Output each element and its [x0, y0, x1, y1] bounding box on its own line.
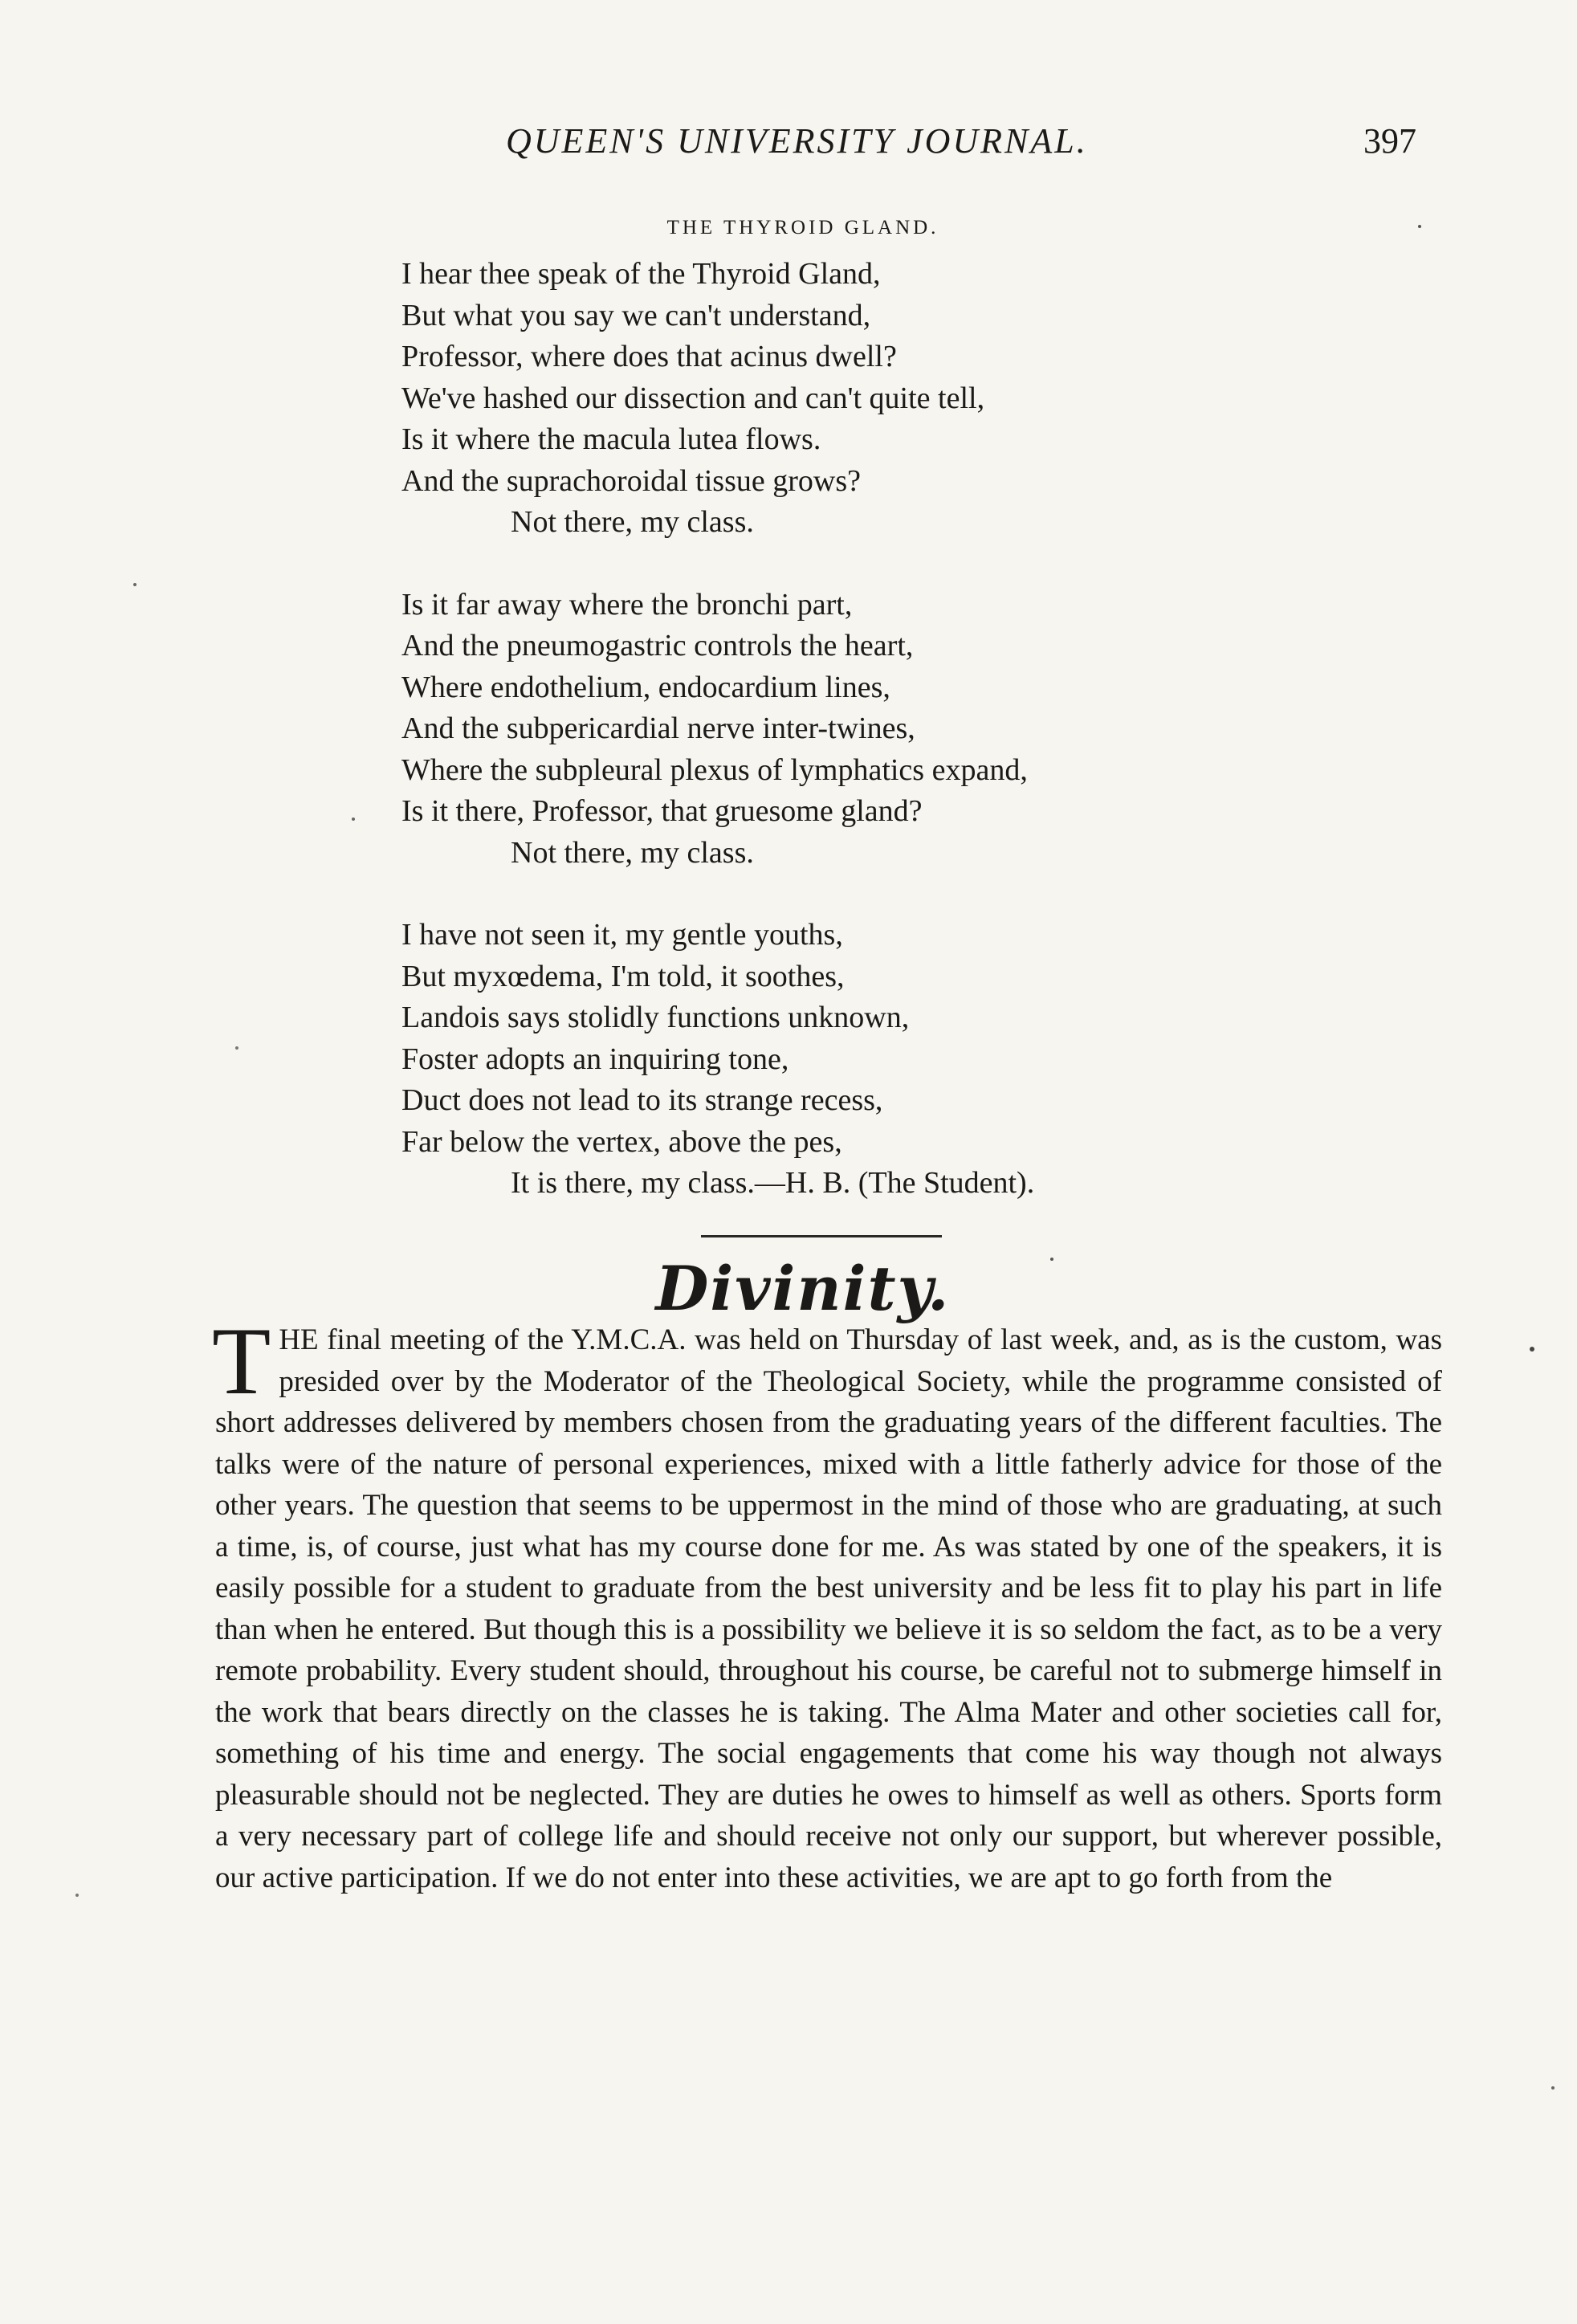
verse-line: Where endothelium, endocardium lines,: [401, 670, 890, 704]
verse-line: Is it there, Professor, that gruesome gland?: [401, 794, 923, 828]
verse-line: I have not seen it, my gentle youths,: [401, 918, 843, 952]
poem-title: THE THYROID GLAND.: [666, 217, 939, 239]
refrain-line: Not there, my class.: [511, 505, 754, 539]
verse-line: We've hashed our dissection and can't quite tell,: [401, 381, 985, 415]
verse-line: And the subpericardial nerve inter-twines,: [401, 711, 915, 745]
verse-line: And the pneumogastric controls the heart,: [401, 629, 914, 663]
verse-line: But myxœdema, I'm told, it soothes,: [401, 959, 845, 993]
verse-line: But what you say we can't understand,: [401, 298, 871, 332]
section-heading: Divinity.: [655, 1253, 951, 1324]
verse-line: Where the subpleural plexus of lymphatics expand,: [401, 752, 1028, 787]
verse-line: And the suprachoroidal tissue grows?: [401, 463, 861, 498]
page-number: 397: [1363, 121, 1416, 161]
verse-line: Duct does not lead to its strange recess,: [401, 1083, 883, 1117]
drop-cap: T: [212, 1307, 271, 1414]
verse-line: Landois says stolidly functions unknown,: [401, 1001, 910, 1034]
refrain-line-with-attribution: It is there, my class.—H. B. (The Student).: [511, 1166, 1035, 1200]
verse-line: Is it far away where the bronchi part,: [401, 587, 853, 622]
paragraph-text: HE final meeting of the Y.M.C.A. was held on Thursday of last week, and, as is the custom, was presided over by the Moderator of the Theological Society, while the programme consisted of short addresses delivered by members chosen from the graduating years of the different faculties. The talks were of the nature of personal experiences, mixed with a little fatherly advice for those of the other years. The question that seems to be uppermost in the mind of those who are graduating, at such a time, is, of course, just what has my course done for me. As was stated by one of the speakers, it is easily possible for a student to graduate from the best university and be less fit to play his part in life than when he entered. But though this is a possibility we believe it is so seldom the fact, as to be a very remote probability. Every student should, throughout his course, be careful not to submerge himself in the work that bears directly on the classes he is taking. The Alma Mater and other societies call for, something of his time and energy. The social engagements that come his way though not always pleasurable should not be neglected. They are duties he owes to himself as well as others. Sports form a very necessary part of college life and should receive not only our support, but wherever possible, our active participation. If we do not enter into these activities, we are apt to go forth from the: [215, 1323, 1442, 1894]
refrain-line: Not there, my class.: [511, 835, 754, 870]
verse-line: Foster adopts an inquiring tone,: [401, 1042, 789, 1076]
verse-line: I hear thee speak of the Thyroid Gland,: [401, 257, 881, 291]
verse-line: Far below the vertex, above the pes,: [401, 1124, 842, 1159]
verse-line: Is it where the macula lutea flows.: [401, 422, 821, 456]
verse-line: Professor, where does that acinus dwell?: [401, 340, 897, 373]
journal-title: QUEEN'S UNIVERSITY JOURNAL.: [506, 121, 1088, 161]
